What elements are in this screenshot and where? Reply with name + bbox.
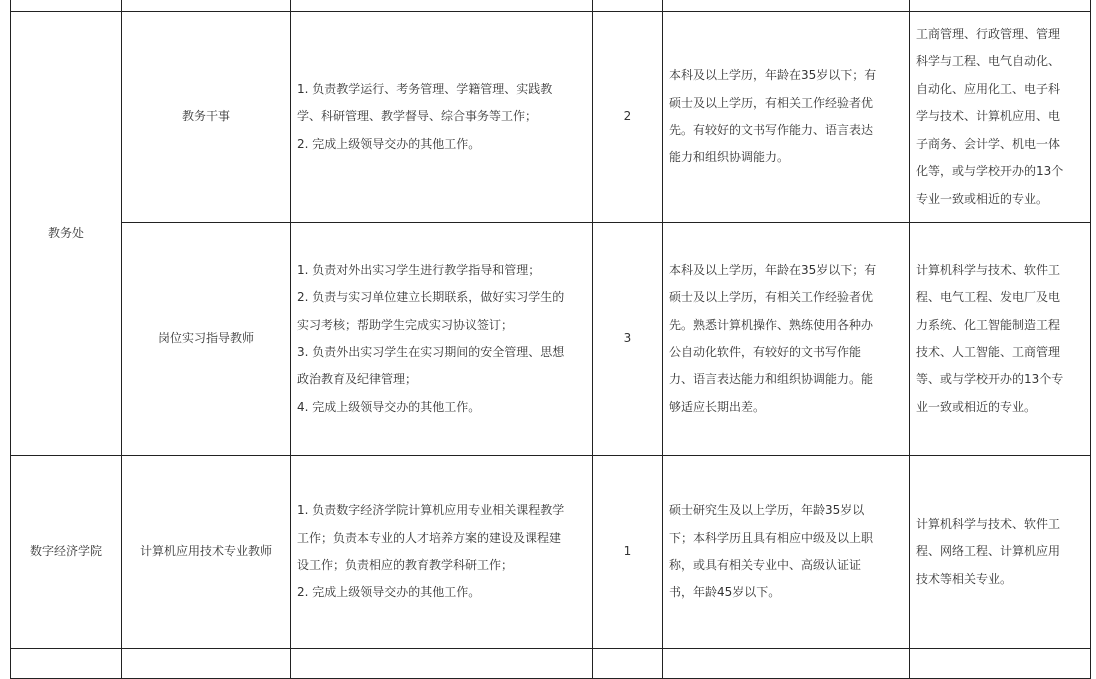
table-cell-empty: [291, 0, 593, 12]
table-cell-empty: [910, 649, 1091, 679]
requirement-line: 够适应长期出差。: [669, 399, 766, 414]
major-line: 业一致或相近的专业。: [916, 399, 1037, 414]
requirement-line: 书，年龄45岁以下。: [669, 585, 781, 600]
table-cell-empty: [593, 649, 663, 679]
major-line: 专业一致或相近的专业。: [916, 191, 1049, 206]
position-name: 教务干事: [181, 109, 230, 124]
table-cell-empty: [122, 649, 291, 679]
position-cell: [122, 223, 291, 456]
requirement-line: 本科及以上学历，年龄在35岁以下；有: [669, 68, 877, 83]
requirement-line: 公自动化软件，有较好的文书写作能: [669, 345, 862, 359]
duty-line: 1. 负责对外出实习学生进行教学指导和管理；: [297, 262, 541, 277]
requirement-line: 硕士及以上学历，有相关工作经验者优: [669, 290, 874, 305]
duty-line: 3. 负责外出实习学生在实习期间的安全管理、思想: [297, 345, 565, 359]
major-line: 技术等相关专业。: [916, 571, 1013, 586]
headcount-cell: [593, 12, 663, 223]
table-cell-empty: [11, 649, 122, 679]
duties-cell: [291, 223, 593, 456]
duty-line: 2. 完成上级领导交办的其他工作。: [297, 136, 481, 151]
table-row-partial-bottom: [11, 649, 1091, 679]
duties-cell: [291, 12, 593, 223]
duty-line: 2. 负责与实习单位建立长期联系，做好实习学生的: [297, 290, 565, 305]
majors-cell: [910, 223, 1091, 456]
major-line: 计算机科学与技术、软件工: [916, 516, 1061, 531]
requirement-line: 本科及以上学历，年龄在35岁以下；有: [669, 262, 877, 277]
requirements-cell: [663, 223, 910, 456]
duty-line: 1. 负责教学运行、考务管理、学籍管理、实践教: [297, 81, 553, 96]
department-name: 数字经济学院: [29, 544, 102, 559]
headcount: 1: [623, 544, 632, 559]
major-line: 学与技术、计算机应用、电: [916, 109, 1061, 124]
duty-line: 4. 完成上级领导交办的其他工作。: [297, 399, 481, 414]
major-line: 科学与工程、电气自动化、: [916, 54, 1061, 69]
requirement-line: 硕士及以上学历，有相关工作经验者优: [669, 95, 874, 110]
major-line: 等、或与学校开办的13个专: [916, 372, 1064, 387]
major-line: 自动化、应用化工、电子科: [916, 81, 1061, 96]
position-name: 岗位实习指导教师: [157, 331, 254, 346]
duties-cell: [291, 456, 593, 649]
table-cell-empty: [593, 0, 663, 12]
department-cell: [11, 456, 122, 649]
table-row-partial-top: [11, 0, 1091, 12]
major-line: 程、电气工程、发电厂及电: [916, 290, 1061, 305]
headcount-cell: [593, 223, 663, 456]
requirement-line: 先。熟悉计算机操作、熟练使用各种办: [669, 317, 874, 332]
headcount: 2: [623, 109, 632, 124]
duty-line: 2. 完成上级领导交办的其他工作。: [297, 585, 481, 600]
requirement-line: 能力和组织协调能力。: [669, 150, 790, 165]
table-cell-empty: [663, 0, 910, 12]
table-cell-empty: [910, 0, 1091, 12]
duty-line: 政治教育及纪律管理；: [297, 372, 418, 387]
requirement-line: 力、语言表达能力和组织协调能力。能: [669, 372, 874, 387]
table-cell-empty: [122, 0, 291, 12]
table-row: [11, 223, 1091, 456]
table-cell-empty: [291, 649, 593, 679]
requirements-cell: [663, 456, 910, 649]
table-row: [11, 456, 1091, 649]
recruitment-table: [10, 0, 1091, 679]
requirement-line: 下；本科学历且具有相应中级及以上职: [669, 530, 874, 545]
major-line: 程、网络工程、计算机应用: [916, 544, 1061, 559]
department-name: 教务处: [47, 225, 84, 240]
duty-line: 实习考核；帮助学生完成实习协议签订；: [297, 317, 514, 332]
major-line: 子商务、会计学、机电一体: [916, 136, 1061, 151]
majors-cell: [910, 12, 1091, 223]
headcount: 3: [623, 331, 632, 346]
major-line: 化等，或与学校开办的13个: [916, 164, 1064, 179]
requirement-line: 称，或具有相关专业中、高级认证证: [669, 558, 862, 572]
major-line: 工商管理、行政管理、管理: [916, 27, 1061, 42]
headcount-cell: [593, 456, 663, 649]
duty-line: 1. 负责数字经济学院计算机应用专业相关课程教学: [297, 503, 565, 518]
duty-line: 学、科研管理、教学督导、综合事务等工作；: [297, 109, 538, 124]
majors-cell: [910, 456, 1091, 649]
duty-line: 工作；负责本专业的人才培养方案的建设及课程建: [297, 530, 562, 545]
major-line: 技术、人工智能、工商管理: [916, 345, 1061, 359]
position-name: 计算机应用技术专业教师: [139, 544, 272, 559]
table-row: [11, 12, 1091, 223]
requirements-cell: [663, 12, 910, 223]
requirement-line: 先。有较好的文书写作能力、语言表达: [669, 123, 874, 137]
position-cell: [122, 456, 291, 649]
department-cell: [11, 12, 122, 456]
table-cell-empty: [11, 0, 122, 12]
position-cell: [122, 12, 291, 223]
major-line: 力系统、化工智能制造工程: [916, 317, 1061, 332]
table-cell-empty: [663, 649, 910, 679]
requirement-line: 硕士研究生及以上学历，年龄35岁以: [669, 503, 865, 518]
duty-line: 设工作；负责相应的教育教学科研工作；: [297, 558, 514, 572]
major-line: 计算机科学与技术、软件工: [916, 262, 1061, 277]
